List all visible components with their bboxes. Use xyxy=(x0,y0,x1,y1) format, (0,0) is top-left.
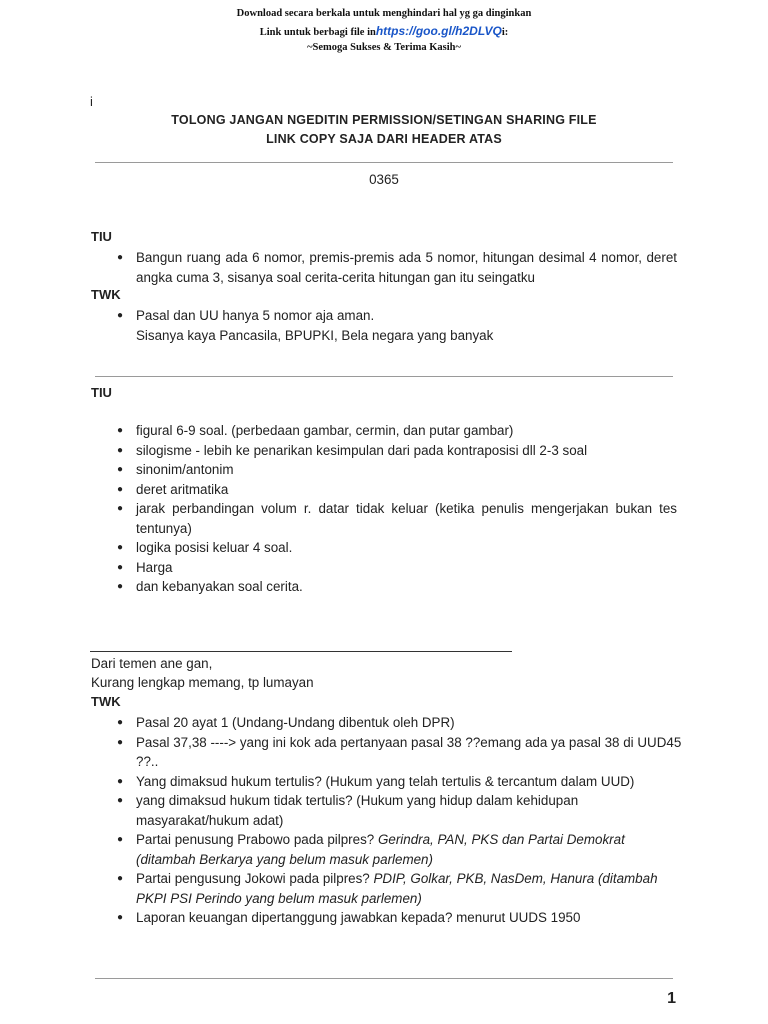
section1-tiu-list xyxy=(117,248,677,287)
list-item: ● jarak perbandingan volum r. datar tidak keluar (ketika penulis mengerjakan bukan tes tentunya) xyxy=(117,499,677,538)
list-item xyxy=(117,306,677,345)
list-item: ● Harga xyxy=(117,558,677,578)
intro-line-2: Kurang lengkap memang, tp lumayan xyxy=(91,675,314,690)
twk-item-line-1: Pasal dan UU hanya 5 nomor aja aman. xyxy=(136,308,375,323)
list-item: ● Yang dimaksud hukum tertulis? (Hukum yang telah tertulis & tercantum dalam UUD) xyxy=(117,772,682,792)
stray-mark: i xyxy=(90,94,93,109)
title-line-2: LINK COPY SAJA DARI HEADER ATAS xyxy=(266,132,502,146)
list-item: ● Bangun ruang ada 6 nomor, premis-premis ada 5 nomor, hitungan desimal 4 nomor, deret angka cuma 3, sisanya soal cerita-cerita hitungan gan itu seingatku xyxy=(117,248,677,287)
list-item: ● dan kebanyakan soal cerita. xyxy=(117,577,677,597)
share-link[interactable]: https://goo.gl/h2DLVQ xyxy=(375,24,502,38)
header-link-suffix: i: xyxy=(501,27,509,38)
list-item xyxy=(117,869,682,908)
page-number: 1 xyxy=(667,990,676,1007)
list-item: ● figural 6-9 soal. (perbedaan gambar, cermin, dan putar gambar) xyxy=(117,421,677,441)
section2-heading: TIU xyxy=(91,385,112,400)
footer-divider xyxy=(95,978,673,979)
twk-item-line-2: Sisanya kaya Pancasila, BPUPKI, Bela negara yang banyak xyxy=(136,327,494,343)
list-item: ● logika posisi keluar 4 soal. xyxy=(117,538,677,558)
section3-list xyxy=(117,713,682,928)
header-line-1: Download secara berkala untuk menghindari hal yg ga dinginkan xyxy=(236,8,532,19)
list-item: ● silogisme - lebih ke penarikan kesimpulan dari pada kontraposisi dll 2-3 soal xyxy=(117,441,677,461)
title-line-1: TOLONG JANGAN NGEDITIN PERMISSION/SETINGAN SHARING FILE xyxy=(171,113,597,127)
list-item: ● Laporan keuangan dipertanggung jawabkan kepada? menurut UUDS 1950 xyxy=(117,908,682,928)
list-item: ● Pasal 37,38 ----> yang ini kok ada pertanyaan pasal 38 ??emang ada ya pasal 38 di UUD45 ??.. xyxy=(117,733,682,772)
divider xyxy=(95,376,673,377)
short-divider xyxy=(90,651,512,652)
divider xyxy=(95,162,673,163)
item-answer: PDIP, Golkar, PKB, NasDem, Hanura (ditambah PKPI PSI Perindo yang belum masuk parlemen) xyxy=(136,871,658,906)
list-item xyxy=(117,830,682,869)
section1-twk-list xyxy=(117,306,677,345)
code-number: 0365 xyxy=(369,172,399,187)
item-question: Partai penusung Prabowo pada pilpres? xyxy=(136,832,378,847)
header-link-prefix: Link untuk berbagi file in xyxy=(259,27,376,38)
list-item: ● yang dimaksud hukum tidak tertulis? (Hukum yang hidup dalam kehidupan masyarakat/hukum adat) xyxy=(117,791,682,830)
section1-twk-heading: TWK xyxy=(91,287,121,302)
item-answer: Gerindra, PAN, PKS dan Partai Demokrat (ditambah Berkarya yang belum masuk parlemen) xyxy=(136,832,625,867)
section2-list xyxy=(117,421,677,597)
header-line-3: ~Semoga Sukses & Terima Kasih~ xyxy=(307,42,461,53)
section3-heading: TWK xyxy=(91,694,121,709)
section1-tiu-heading: TIU xyxy=(91,229,112,244)
header-line-2 xyxy=(0,24,768,38)
intro-line-1: Dari temen ane gan, xyxy=(91,656,213,671)
item-question: Partai pengusung Jokowi pada pilpres? xyxy=(136,871,374,886)
list-item: ● Pasal 20 ayat 1 (Undang-Undang dibentuk oleh DPR) xyxy=(117,713,682,733)
list-item: ● deret aritmatika xyxy=(117,480,677,500)
list-item: ● sinonim/antonim xyxy=(117,460,677,480)
